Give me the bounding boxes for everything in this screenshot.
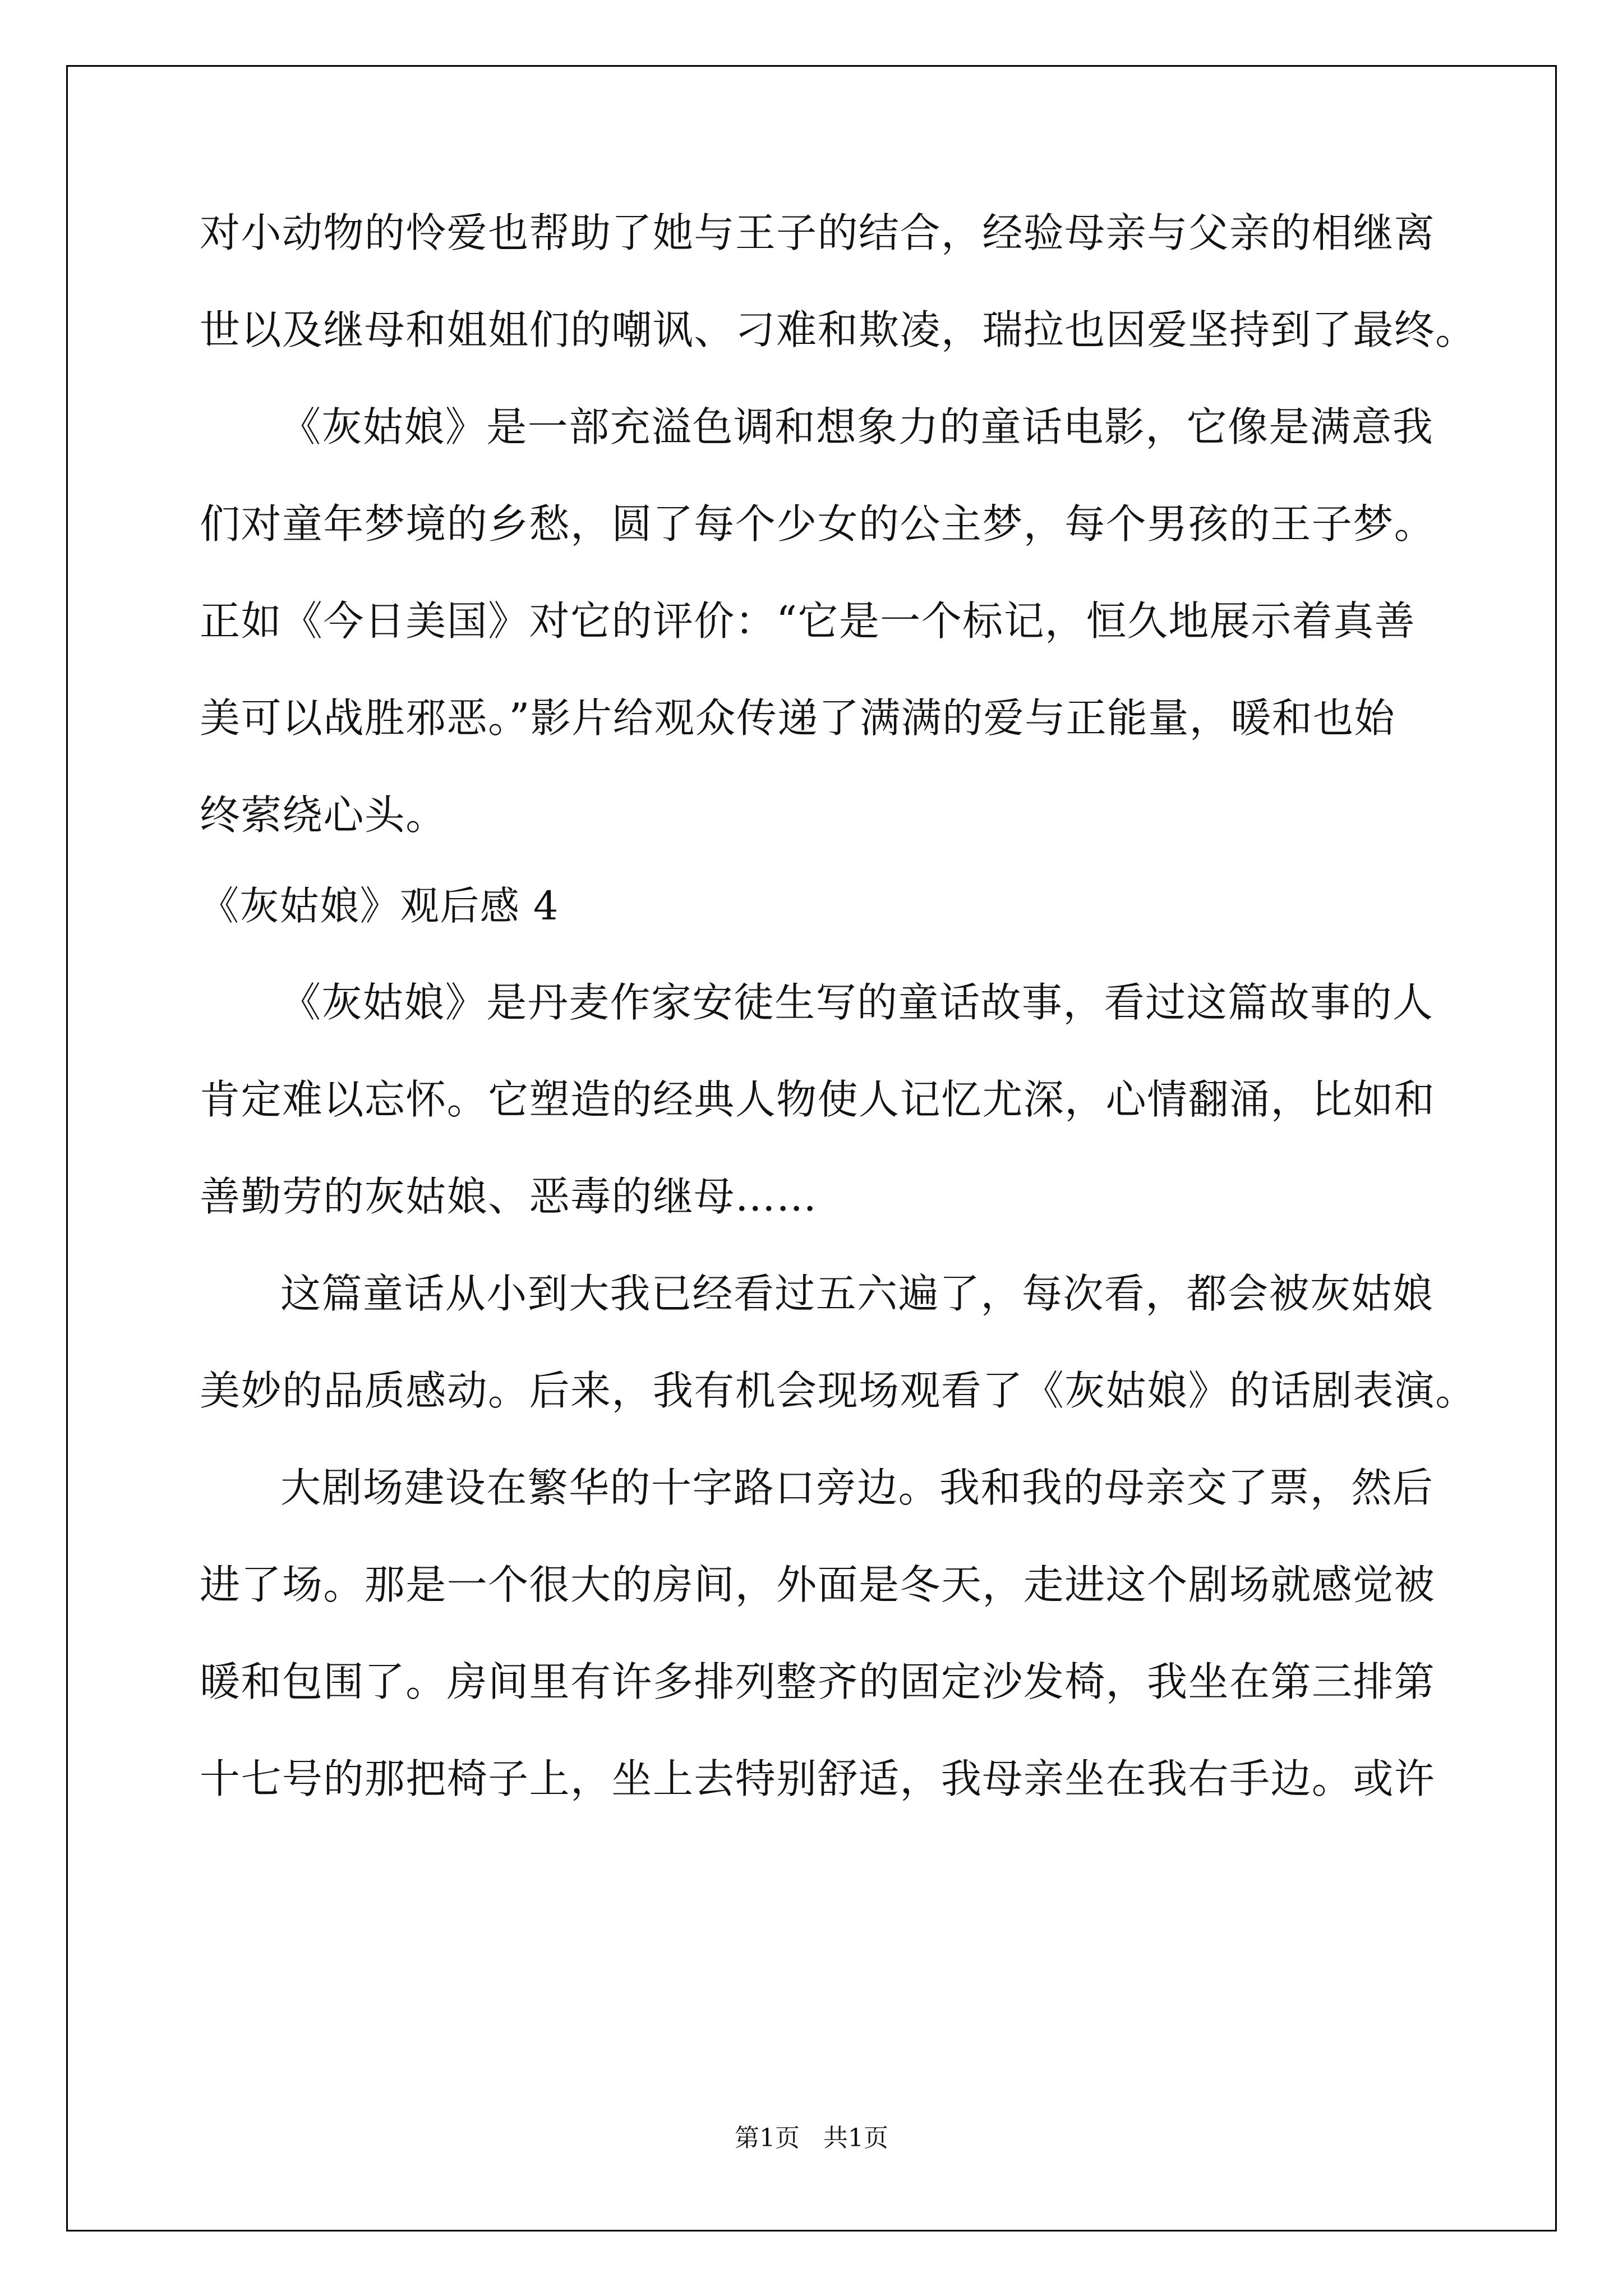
text-line: 美可以战胜邪恶。”影片给观众传递了满满的爱与正能量，暖和也始: [200, 694, 1396, 742]
text-line: 美妙的品质感动。后来，我有机会现场观看了《灰姑娘》的话剧表演。: [200, 1367, 1477, 1414]
text-line: 大剧场建设在繁华的十字路口旁边。我和我的母亲交了票，然后: [280, 1464, 1434, 1511]
text-line: 进了场。那是一个很大的房间，外面是冬天，走进这个剧场就感觉被: [200, 1561, 1436, 1608]
page-count: 共1页: [823, 2124, 888, 2152]
section-heading: 《灰姑娘》观后感 4: [200, 883, 559, 929]
text-line: 《灰姑娘》是一部充溢色调和想象力的童话电影，它像是满意我: [280, 403, 1434, 450]
text-line: 对小动物的怜爱也帮助了她与王子的结合，经验母亲与父亲的相继离: [200, 209, 1436, 256]
text-line: 暖和包围了。房间里有许多排列整齐的固定沙发椅，我坐在第三排第: [200, 1658, 1436, 1705]
text-line: 善勤劳的灰姑娘、恶毒的继母……: [200, 1173, 818, 1220]
text-line: 《灰姑娘》是丹麦作家安徒生写的童话故事，看过这篇故事的人: [280, 979, 1434, 1026]
text-line: 十七号的那把椅子上，坐上去特别舒适，我母亲坐在我右手边。或许: [200, 1755, 1436, 1802]
text-line: 终萦绕心头。: [200, 792, 447, 839]
text-line: 们对童年梦境的乡愁，圆了每个少女的公主梦，每个男孩的王子梦。: [200, 500, 1436, 547]
text-line: 世以及继母和姐姐们的嘲讽、刁难和欺凌，瑞拉也因爱坚持到了最终。: [200, 306, 1477, 353]
text-line: 正如《今日美国》对它的评价：“它是一个标记，恒久地展示着真善: [200, 597, 1416, 645]
page-footer: [0, 2118, 1623, 2154]
page-number: 第1页: [735, 2124, 800, 2152]
text-line: 这篇童话从小到大我已经看过五六遍了，每次看，都会被灰姑娘: [280, 1270, 1434, 1317]
text-line: 肯定难以忘怀。它塑造的经典人物使人记忆尤深，心情翻涌，比如和: [200, 1076, 1436, 1123]
page-border: [66, 65, 1557, 2231]
